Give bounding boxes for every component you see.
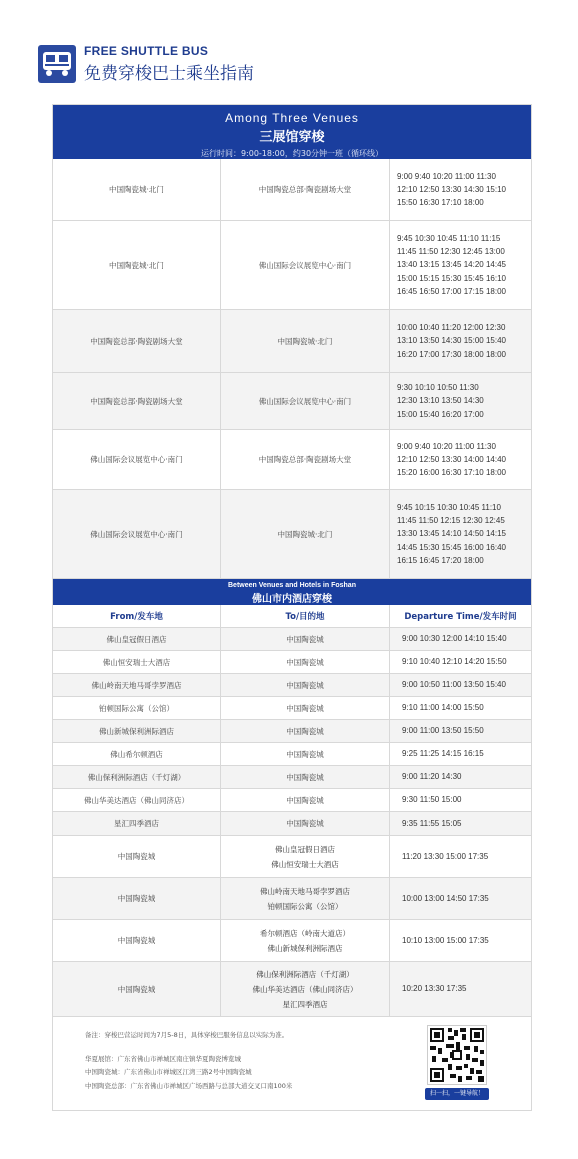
- section1-header: [53, 105, 531, 159]
- route-times: 9:00 10:50 11:00 13:50 15:40: [402, 680, 506, 690]
- table-row: [53, 836, 531, 878]
- section2-title-cn: 佛山市内酒店穿梭: [252, 594, 332, 605]
- route-from: 佛山新城保利洲际酒店: [53, 720, 221, 742]
- title-cn: 免费穿梭巴士乘坐指南: [84, 64, 254, 84]
- route-from: 中国陶瓷城·北门: [53, 221, 221, 309]
- table-row: [53, 430, 531, 490]
- table-row: [53, 878, 531, 920]
- qr-code[interactable]: [427, 1025, 487, 1085]
- qr-code-block[interactable]: [425, 1025, 489, 1105]
- route-times: 9:10 11:00 14:00 15:50: [402, 703, 484, 713]
- table-row: [53, 766, 531, 789]
- table-row: [53, 159, 531, 221]
- route-times: 9:45 10:30 10:45 11:10 11:15 11:45 11:50 12:30 12:45 13:00 13:40 13:15 13:45 14:20 14:45 15:00 15:15 15:30 15:45 16:10 16:45 16:50 17:00 17:15 18:00: [397, 233, 506, 296]
- table-row: [53, 490, 531, 579]
- address-ceramic-city: 中国陶瓷城：广东省佛山市禅城区江湾三路2号中国陶瓷城: [85, 1068, 252, 1076]
- route-times: 9:45 10:15 10:30 10:45 11:10 11:45 11:50 12:15 12:30 12:45 13:30 13:45 14:10 14:50 14:15 14:45 15:30 15:45 16:00 16:40 16:15 16:45 17:20 18:00: [397, 502, 506, 565]
- route-times: 9:35 11:55 15:05: [402, 818, 462, 828]
- route-to: 中国陶瓷城: [221, 812, 390, 835]
- page-header: [38, 42, 254, 86]
- section1-subtitle: 运行时间：9:00-18:00，约30分钟一班（循环线）: [200, 149, 384, 158]
- route-to: 中国陶瓷城: [221, 766, 390, 788]
- route-from: 佛山希尔顿酒店: [53, 743, 221, 765]
- table-row: [53, 962, 531, 1017]
- route-times: 9:25 11:25 14:15 16:15: [402, 749, 484, 759]
- table-row: [53, 920, 531, 962]
- route-times: 10:00 10:40 11:20 12:00 12:30 13:10 13:50 14:30 15:00 15:40 16:20 17:00 17:30 18:00 18:00: [397, 323, 506, 359]
- route-to: 希尔顿酒店（岭南大道店） 佛山新城保利洲际酒店: [260, 928, 350, 953]
- route-from: 佛山皇冠假日酒店: [53, 628, 221, 650]
- route-times: 9:00 9:40 10:20 11:00 11:30 12:10 12:50 13:30 14:30 15:10 15:50 16:30 17:10 18:00: [397, 171, 506, 208]
- route-from: 佛山国际会议展览中心·南门: [53, 430, 221, 489]
- route-to: 中国陶瓷总部·陶瓷剧场大堂: [221, 430, 390, 489]
- route-times: 9:00 11:00 13:50 15:50: [402, 726, 484, 736]
- table-row: [53, 720, 531, 743]
- route-times: 9:00 11:20 14:30: [402, 772, 462, 782]
- table-row: [53, 373, 531, 430]
- table-row: [53, 310, 531, 373]
- route-times: 9:30 11:50 15:00: [402, 795, 462, 805]
- route-to: 佛山国际会议展览中心·南门: [221, 373, 390, 429]
- schedule-card: [52, 104, 532, 1111]
- table-row: [53, 812, 531, 836]
- route-from: 铂顿国际公寓（公馆）: [53, 697, 221, 719]
- qr-caption: 扫一扫，一键导航！: [425, 1088, 489, 1100]
- bus-icon: [38, 45, 76, 83]
- route-to: 中国陶瓷城: [221, 651, 390, 673]
- table-row: [53, 651, 531, 674]
- col-from-header: From/发车地: [53, 605, 221, 627]
- route-from: 佛山岭南天地马哥孛罗酒店: [53, 674, 221, 696]
- route-from: 中国陶瓷城: [53, 836, 221, 877]
- route-to: 中国陶瓷城: [221, 674, 390, 696]
- route-from: 星汇四季酒店: [53, 812, 221, 835]
- table-row: [53, 221, 531, 310]
- title-en: FREE SHUTTLE BUS: [84, 44, 209, 58]
- route-to: 中国陶瓷总部·陶瓷剧场大堂: [221, 159, 390, 220]
- route-to: 佛山皇冠假日酒店 佛山恒安瑞士大酒店: [271, 844, 339, 869]
- route-times: 11:20 13:30 15:00 17:35: [402, 851, 489, 861]
- route-to: 中国陶瓷城·北门: [221, 490, 390, 578]
- route-to: 中国陶瓷城·北门: [221, 310, 390, 372]
- section1-title-cn: 三展馆穿梭: [259, 130, 325, 145]
- table-header-row: [53, 605, 531, 628]
- route-from: 佛山华美达酒店（佛山同济店）: [53, 789, 221, 811]
- route-times: 9:10 10:40 12:10 14:20 15:50: [402, 657, 507, 667]
- route-times: 9:30 10:10 10:50 11:30 12:30 13:10 13:50 14:30 15:00 15:40 16:20 17:00: [397, 383, 484, 419]
- route-to: 佛山岭南天地马哥孛罗酒店 铂顿国际公寓（公馆）: [260, 886, 350, 911]
- route-times: 10:00 13:00 14:50 17:35: [402, 893, 489, 903]
- route-from: 中国陶瓷城: [53, 962, 221, 1016]
- route-from: 佛山恒安瑞士大酒店: [53, 651, 221, 673]
- route-to: 中国陶瓷城: [221, 628, 390, 650]
- route-from: 佛山国际会议展览中心·南门: [53, 490, 221, 578]
- footer-note: 备注：穿梭巴营运时间为7月5-8日，具体穿梭巴服务信息以实际为准。: [85, 1031, 289, 1039]
- route-from: 佛山保利洲际酒店（千灯湖）: [53, 766, 221, 788]
- route-from: 中国陶瓷城: [53, 878, 221, 919]
- route-from: 中国陶瓷总部·陶瓷剧场大堂: [53, 310, 221, 372]
- address-ceramic-hq: 中国陶瓷总部：广东省佛山市禅城区广场西路与总部大道交叉口南100米: [85, 1081, 293, 1090]
- col-to-header: To/目的地: [221, 605, 390, 627]
- route-times: 9:00 9:40 10:20 11:00 11:30 12:10 12:50 13:30 14:00 14:40 15:20 16:00 16:30 17:10 18:00: [397, 441, 506, 478]
- section1-title-en: Among Three Venues: [225, 111, 359, 125]
- col-time-header: Departure Time/发车时间: [404, 612, 517, 622]
- footer: [53, 1017, 531, 1110]
- route-to: 中国陶瓷城: [221, 743, 390, 765]
- table-row: [53, 789, 531, 812]
- route-from: 中国陶瓷城: [53, 920, 221, 961]
- address-huaxia: 华夏展馆：广东省佛山市禅城区南庄镇华夏陶瓷博览城: [85, 1054, 241, 1063]
- route-from: 中国陶瓷城·北门: [53, 159, 221, 220]
- route-times: 10:10 13:00 15:00 17:35: [402, 935, 489, 945]
- section2-header: [53, 579, 531, 605]
- table-row: [53, 743, 531, 766]
- route-to: 佛山国际会议展览中心·南门: [221, 221, 390, 309]
- table-row: [53, 674, 531, 697]
- table-row: [53, 628, 531, 651]
- route-to: 中国陶瓷城: [221, 697, 390, 719]
- route-to: 佛山保利洲际酒店（千灯湖） 佛山华美达酒店（佛山同济店） 星汇四季酒店: [252, 969, 358, 1009]
- route-times: 9:00 10:30 12:00 14:10 15:40: [402, 634, 507, 644]
- route-to: 中国陶瓷城: [221, 720, 390, 742]
- table-row: [53, 697, 531, 720]
- section2-title-en: Between Venues and Hotels in Foshan: [228, 582, 356, 589]
- route-times: 10:20 13:30 17:35: [402, 984, 467, 994]
- route-from: 中国陶瓷总部·陶瓷剧场大堂: [53, 373, 221, 429]
- route-to: 中国陶瓷城: [221, 789, 390, 811]
